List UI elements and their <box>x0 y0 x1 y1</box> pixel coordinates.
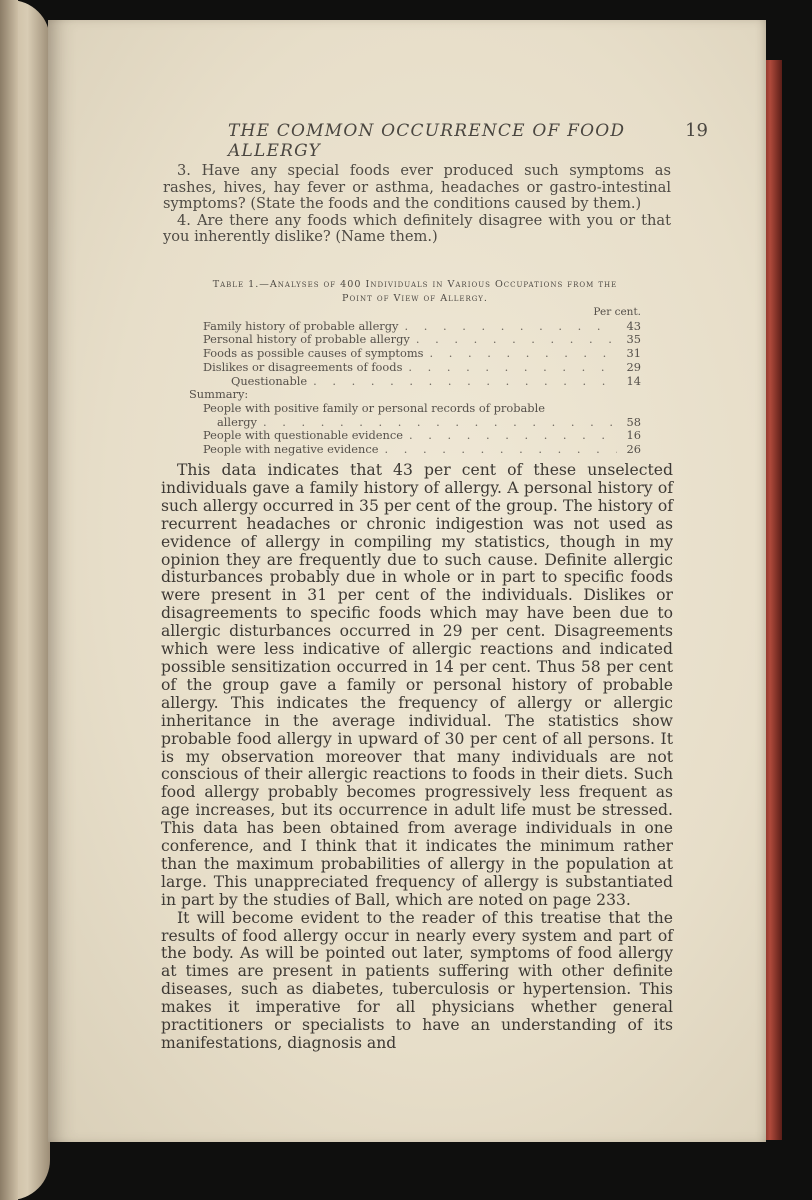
table-caption <box>160 278 670 306</box>
table-caption-line-2: Point of View of Allergy. <box>342 293 488 304</box>
table-row-label: allergy <box>217 414 257 429</box>
table-column-header: Per cent. <box>593 306 641 318</box>
leader-dots <box>409 429 617 443</box>
table-row-label: Foods as possible causes of symptoms <box>203 346 424 361</box>
body-text <box>161 462 673 1053</box>
table-row <box>173 361 641 375</box>
facing-page-edge <box>0 0 50 1200</box>
table-row-label: People with questionable evidence <box>203 428 403 443</box>
table-row-value: 58 <box>626 414 641 429</box>
table-row-value: 35 <box>626 332 641 347</box>
leader-dots <box>263 416 617 430</box>
table-row <box>173 375 641 389</box>
table-row <box>173 416 641 430</box>
questionnaire-items <box>163 163 671 246</box>
body-paragraph: This data indicates that 43 per cent of these unselected individuals gave a family history of allergy. A personal history of such allergy occurred in 35 per cent of the group. The history of recurrent headaches or chronic indigestion was not used as evidence of allergy in compiling my statistics, though in my opinion they are frequently due to such cause. Definite allergic disturbances probably due in whole or in part to specific foods were present in 31 per cent of the individuals. Dislikes or disagreements to specific foods which may have been due to allergic disturbances occurred in 29 per cent. Disagreements which were less indicative of allergic reactions and indicated possible sensitization occurred in 14 per cent. Thus 58 per cent of the group gave a family or personal history of probable allergy. This indicates the frequency of allergy or allergic inheritance in the average individual. The statistics show probable food allergy in upward of 30 per cent of all persons. It is my observation moreover that many individuals are not conscious of their allergic reactions to foods in their diets. Such food allergy probably becomes progressively less frequent as age increases, but its occurrence in adult life must be stressed. This data has been obtained from average individuals in one conference, and I think that it indicates the minimum rather than the maximum probabilities of allergy in the population at large. This unappreciated frequency of allergy is substantiated in part by the studies of Ball, which are noted on page 233. <box>161 461 673 909</box>
leader-dots <box>313 375 617 389</box>
body-paragraph: It will become evident to the reader of this treatise that the results of food allergy occur in nearly every system and part of the body. As will be pointed out later, symptoms of food allergy at times are present in patients suffering with other definite diseases, such as diabetes, tuberculosis or hypertension. This makes it imperative for all physicians whether general practitioners or specialists to have an understanding of its manifestations, diagnosis and <box>161 908 673 1052</box>
running-head <box>228 120 708 161</box>
book-page <box>48 20 766 1142</box>
table-row <box>173 443 641 457</box>
page-number: 19 <box>685 120 708 141</box>
table-row-value: 43 <box>626 318 641 333</box>
leader-dots <box>416 333 617 347</box>
table-row-value: 26 <box>626 442 641 457</box>
running-head-title: THE COMMON OCCURRENCE OF FOOD ALLERGY <box>228 121 626 161</box>
table-row-value: 16 <box>626 428 641 443</box>
table-row-value: 29 <box>626 359 641 374</box>
table-row-label: Personal history of probable allergy <box>203 332 410 347</box>
leader-dots <box>404 320 617 334</box>
table-row-label: Dislikes or disagreements of foods <box>203 359 403 374</box>
leader-dots <box>384 443 617 457</box>
table-caption-line-1: Table 1.—Analyses of 400 Individuals in Various Occupations from the <box>212 279 618 290</box>
question-4: 4. Are there any foods which definitely disagree with you or that you inherently dislike? (Name them.) <box>163 211 671 246</box>
table-row-label: Family history of probable allergy <box>203 318 399 333</box>
table-row-label: People with negative evidence <box>203 442 379 457</box>
table-summary-row-label-line-1: People with positive family or personal records of probable <box>203 400 545 415</box>
table-row-value: 31 <box>626 346 641 361</box>
table-row <box>173 320 641 334</box>
table-row-label: Questionable <box>231 373 308 388</box>
question-3: 3. Have any special foods ever produced such symptoms as rashes, hives, hay fever or asthma, headaches or gastro-intestinal symptoms? (State the foods and the conditions caused by them.) <box>163 162 671 213</box>
table-row <box>173 347 641 361</box>
leader-dots <box>430 347 618 361</box>
table-row-value: 14 <box>626 373 641 388</box>
table-row <box>173 333 641 347</box>
allergy-table <box>173 306 641 457</box>
leader-dots <box>408 361 617 375</box>
table-row <box>173 429 641 443</box>
table-summary-label: Summary: <box>189 387 249 402</box>
